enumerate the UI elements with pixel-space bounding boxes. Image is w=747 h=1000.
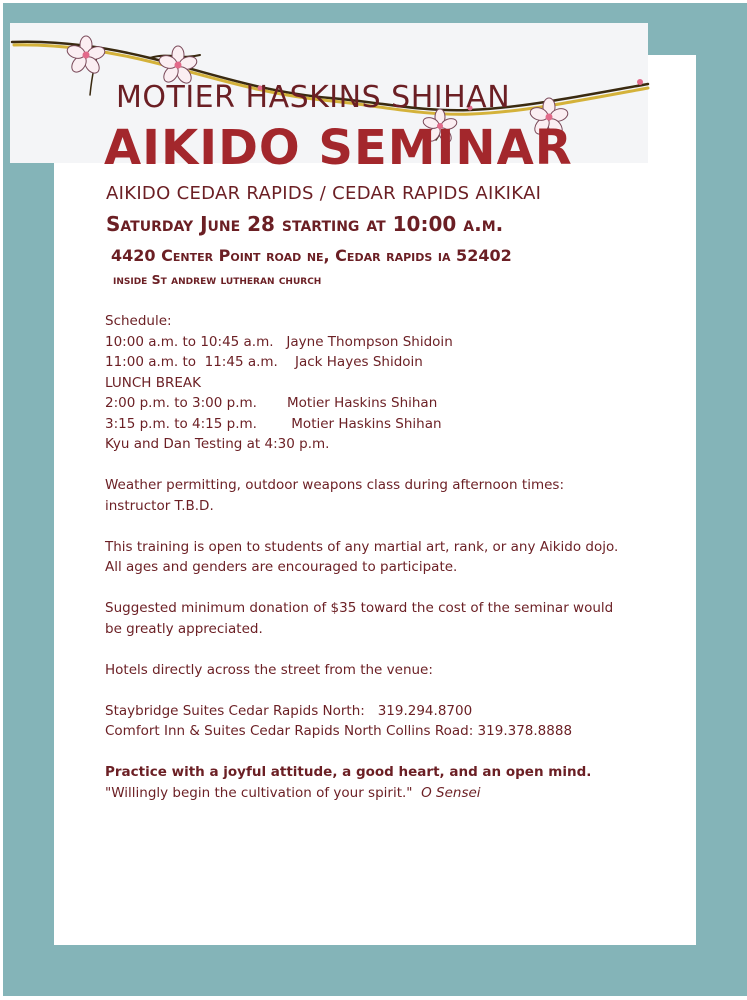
- donation-note: be greatly appreciated.: [105, 620, 263, 637]
- weather-note: instructor T.B.D.: [105, 497, 214, 514]
- schedule-item: 3:15 p.m. to 4:15 p.m. Motier Haskins Shihan: [105, 415, 442, 432]
- schedule-title: Schedule:: [105, 313, 172, 329]
- hotel-item: Staybridge Suites Cedar Rapids North: 319.294.8700: [105, 702, 473, 719]
- donation-note: Suggested minimum donation of $35 toward the cost of the seminar would: [105, 600, 614, 616]
- schedule-item: 10:00 a.m. to 10:45 a.m. Jayne Thompson Shidoin: [105, 333, 453, 350]
- shihan-title: MOTIER HASKINS SHIHAN: [116, 80, 511, 115]
- flyer-body: [105, 311, 675, 803]
- event-address: 4420 Center Point road ne, Cedar rapids ia 52402: [111, 246, 512, 265]
- quote-attribution: O Sensei: [421, 784, 481, 801]
- blossom-1: [66, 36, 107, 76]
- schedule-item: 2:00 p.m. to 3:00 p.m. Motier Haskins Shihan: [105, 395, 438, 411]
- schedule-item: Kyu and Dan Testing at 4:30 p.m.: [105, 436, 330, 452]
- hotels-intro: Hotels directly across the street from the venue:: [105, 661, 433, 678]
- open-note: This training is open to students of any martial art, rank, or any Aikido dojo.: [105, 538, 619, 555]
- practice-motto: Practice with a joyful attitude, a good heart, and an open mind.: [105, 764, 592, 780]
- quote: "Willingly begin the cultivation of your spirit.": [105, 784, 413, 801]
- schedule-item: 11:00 a.m. to 11:45 a.m. Jack Hayes Shidoin: [105, 354, 423, 370]
- schedule-item: LUNCH BREAK: [105, 374, 201, 391]
- seminar-title: AIKIDO SEMINAR: [104, 120, 573, 176]
- event-date: Saturday June 28 starting at 10:00 a.m.: [106, 212, 504, 236]
- weather-note: Weather permitting, outdoor weapons class during afternoon times:: [105, 477, 564, 493]
- quote-line: [105, 783, 675, 804]
- event-location: inside St andrew lutheran church: [113, 272, 322, 287]
- open-note: All ages and genders are encouraged to participate.: [105, 559, 458, 575]
- hotel-item: Comfort Inn & Suites Cedar Rapids North Collins Road: 319.378.8888: [105, 723, 573, 739]
- club-names: AIKIDO CEDAR RAPIDS / CEDAR RAPIDS AIKIKAI: [106, 183, 542, 204]
